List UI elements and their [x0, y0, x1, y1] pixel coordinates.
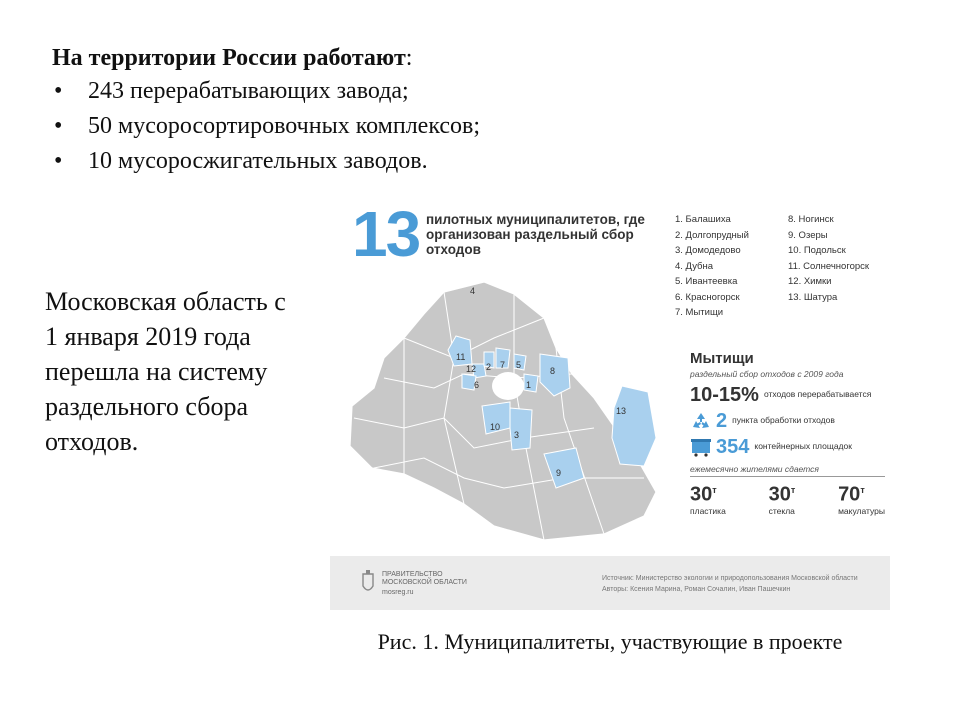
- big-number: 13: [352, 198, 420, 270]
- town-item: 1. Балашиха: [675, 214, 731, 225]
- pilot-text: пилотных муниципалитетов, где организован раздельный сбор отходов: [426, 212, 645, 257]
- stat-percent-label: отходов перерабатывается: [763, 389, 872, 400]
- map-label: 2: [486, 362, 492, 372]
- mytishchi-panel: [690, 350, 885, 516]
- side-paragraph: Московская область с 1 января 2019 года перешла на систему раздельного сбора отходов.: [45, 287, 286, 456]
- gov-line-1: ПРАВИТЕЛЬСТВО: [382, 571, 443, 578]
- map-area-3: [510, 408, 532, 450]
- mytishchi-subtitle: раздельный сбор отходов с 2009 года: [690, 369, 844, 379]
- town-item: 5. Ивантеевка: [675, 276, 738, 287]
- plastic-unit: т: [712, 485, 717, 495]
- paper-unit: т: [860, 485, 865, 495]
- infographic-footer: [330, 556, 890, 610]
- mytishchi-title: Мытищи: [690, 350, 754, 367]
- stat-points-label: пункта обработки отходов: [732, 415, 835, 426]
- town-item: 12. Химки: [788, 276, 832, 287]
- town-item: 2. Долгопрудный: [675, 229, 749, 241]
- authors-line: Авторы: Ксения Марина, Роман Сочалин, Иван Пашечкин: [602, 586, 791, 593]
- map-label: 4: [470, 286, 476, 296]
- figure-caption: Рис. 1. Муниципалитеты, участвующие в проекте: [377, 629, 843, 654]
- town-item: 3. Домодедово: [675, 245, 741, 256]
- stat-row-percent: [690, 384, 885, 406]
- stat-percent: 10-15%: [690, 384, 759, 406]
- map-label: 12: [466, 364, 477, 374]
- source-text: [602, 573, 858, 595]
- monthly-stats: [690, 479, 885, 516]
- fact-item: • 10 мусоросжигательных заводов.: [52, 144, 612, 179]
- map-label: 8: [550, 366, 556, 376]
- town-item: 4. Дубна: [675, 260, 714, 272]
- town-item: 8. Ногинск: [788, 214, 834, 225]
- plastic-stat: [690, 479, 726, 516]
- town-item: 7. Мытищи: [675, 307, 724, 318]
- map-label: 5: [516, 360, 522, 370]
- source-line: Источник: Министерство экологии и природопользования Московской области: [602, 575, 858, 582]
- glass-stat: [769, 479, 796, 516]
- paper-label: макулатуры: [838, 505, 885, 516]
- glass-num: 30: [768, 483, 791, 506]
- stat-containers: 354: [716, 436, 750, 458]
- map-label: 7: [500, 360, 506, 370]
- map-label: 6: [474, 380, 480, 390]
- map-label: 10: [490, 422, 501, 432]
- container-icon: [690, 437, 712, 457]
- paper-num: 70: [838, 483, 861, 506]
- towns-list-1: [675, 212, 749, 321]
- town-item: 11. Солнечногорск: [788, 260, 870, 272]
- gov-site: mosreg.ru: [382, 589, 414, 596]
- recycle-icon: [690, 411, 712, 431]
- town-item: 9. Озеры: [788, 229, 828, 241]
- town-item: 6. Красногорск: [675, 291, 740, 303]
- fact-item: • 243 перерабатывающих завода;: [52, 74, 612, 109]
- map-label: 9: [556, 468, 562, 478]
- paper-stat: [838, 479, 885, 516]
- map-area-13: [612, 386, 656, 466]
- town-item: 13. Шатура: [788, 291, 838, 303]
- infographic: [330, 196, 890, 542]
- heading-block: [52, 42, 612, 179]
- coat-of-arms-icon: [360, 570, 376, 596]
- glass-label: стекла: [768, 505, 795, 516]
- map-label: 1: [526, 380, 532, 390]
- map-label: 3: [514, 430, 520, 440]
- moscow-city: [492, 372, 524, 400]
- map-label: 11: [456, 352, 466, 362]
- stat-points: 2: [716, 410, 728, 432]
- gov-name: [382, 571, 467, 587]
- moscow-region-map: [344, 278, 664, 540]
- monthly-label: ежемесячно жителями сдается: [690, 464, 885, 477]
- stat-containers-label: контейнерных площадок: [754, 441, 852, 452]
- glass-unit: т: [790, 485, 796, 495]
- facts-list: [52, 74, 612, 179]
- map-label: 13: [616, 406, 627, 416]
- stat-row-containers: [690, 436, 885, 458]
- plastic-num: 30: [690, 483, 713, 506]
- plastic-label: пластика: [690, 505, 726, 516]
- fact-item: • 50 мусоросортировочных комплексов;: [52, 109, 612, 144]
- stat-row-points: [690, 410, 885, 432]
- heading-colon: :: [405, 45, 413, 71]
- towns-list-2: [788, 212, 869, 305]
- town-item: 10. Подольск: [788, 245, 846, 256]
- slide-heading: [52, 42, 612, 74]
- gov-line-2: МОСКОВСКОЙ ОБЛАСТИ: [382, 579, 467, 586]
- heading-bold: На территории России работают: [52, 45, 406, 71]
